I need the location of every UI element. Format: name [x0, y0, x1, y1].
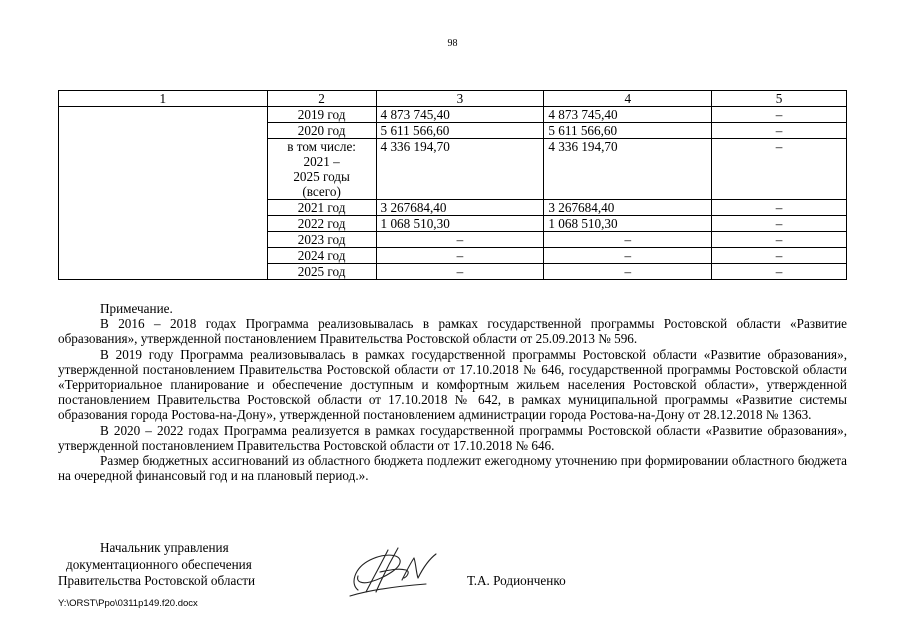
value-cell: –: [544, 232, 712, 248]
value-cell: –: [544, 248, 712, 264]
period-line: в том числе:: [287, 139, 356, 154]
value-cell: –: [376, 232, 544, 248]
signatory-title-line: документационного обеспечения: [66, 556, 252, 572]
period-line: 2021 –: [303, 154, 340, 169]
table-row: [59, 107, 847, 123]
header-cell-5: 5: [712, 91, 847, 107]
value-cell: –: [712, 216, 847, 232]
period-line: (всего): [302, 184, 341, 199]
signatory-title-line: Начальник управления: [100, 540, 229, 555]
value-cell: 5 611 566,60: [376, 123, 544, 139]
period-cell: 2020 год: [267, 123, 376, 139]
period-cell: 2025 год: [267, 264, 376, 280]
period-cell: 2019 год: [267, 107, 376, 123]
value-cell: 4 873 745,40: [544, 107, 712, 123]
funding-table: [58, 90, 847, 280]
value-cell: –: [376, 248, 544, 264]
table-header-row: [59, 91, 847, 107]
value-cell: –: [712, 248, 847, 264]
value-cell: –: [376, 264, 544, 280]
note-title: Примечание.: [100, 301, 173, 316]
value-cell: 3 267684,40: [376, 200, 544, 216]
value-cell: –: [712, 232, 847, 248]
signatory-name: Т.А. Родионченко: [467, 573, 566, 588]
note-paragraph: В 2019 году Программа реализовывалась в рамках государственной программы Ростовской области «Развитие образования», утвержденной постановлением Правительства Ростовской области от 17.10.2018 № 646, государственной программы Ростовской области «Территориальное планирование и обеспечение доступным и комфортным жильем населения Ростовской области», утвержденной постановлением Правительства Ростовской области от 17.10.2018 № 642, в рамках муниципальной программы «Развитие системы образования города Ростова-на-Дону», утвержденной постановлением администрации города Ростова-на-Дону от 28.12.2018 № 1363.: [58, 346, 847, 423]
header-cell-1: 1: [59, 91, 268, 107]
header-cell-2: 2: [267, 91, 376, 107]
value-cell: –: [712, 264, 847, 280]
page-number: 98: [447, 38, 458, 49]
value-cell: 4 336 194,70: [376, 139, 544, 200]
period-cell: 2021 год: [267, 200, 376, 216]
value-cell: –: [712, 139, 847, 200]
period-cell: 2022 год: [267, 216, 376, 232]
value-cell: 3 267684,40: [544, 200, 712, 216]
period-cell: [267, 139, 376, 200]
period-cell: 2023 год: [267, 232, 376, 248]
note-paragraph: Размер бюджетных ассигнований из областного бюджета подлежит ежегодному уточнению при формировании областного бюджета на очередной финансовый год и на плановый период.».: [58, 453, 847, 484]
signatory-title: [58, 540, 255, 590]
file-path: Y:\ORST\Ppo\0311p149.f20.docx: [58, 598, 198, 609]
note-paragraph: В 2016 – 2018 годах Программа реализовывалась в рамках государственной программы Ростовской области «Развитие образования», утвержденной постановлением Правительства Ростовской области от 25.09.2013 № 596.: [58, 316, 847, 347]
value-cell: –: [544, 264, 712, 280]
value-cell: –: [712, 200, 847, 216]
signatory-title-line: Правительства Ростовской области: [58, 573, 256, 588]
value-cell: 1 068 510,30: [544, 216, 712, 232]
value-cell: –: [712, 123, 847, 139]
value-cell: 5 611 566,60: [544, 123, 712, 139]
header-cell-3: 3: [376, 91, 544, 107]
note-section: [58, 301, 847, 483]
value-cell: 4 873 745,40: [376, 107, 544, 123]
handwritten-signature-icon: [340, 540, 440, 602]
period-line: 2025 годы: [293, 169, 350, 184]
value-cell: 1 068 510,30: [376, 216, 544, 232]
value-cell: 4 336 194,70: [544, 139, 712, 200]
header-cell-4: 4: [544, 91, 712, 107]
note-paragraph: В 2020 – 2022 годах Программа реализуется в рамках государственной программы Ростовской области «Развитие образования», утвержденной постановлением Правительства Ростовской области от 17.10.2018 № 646.: [58, 422, 847, 453]
value-cell: –: [712, 107, 847, 123]
period-cell: 2024 год: [267, 248, 376, 264]
empty-cell: [59, 107, 268, 280]
